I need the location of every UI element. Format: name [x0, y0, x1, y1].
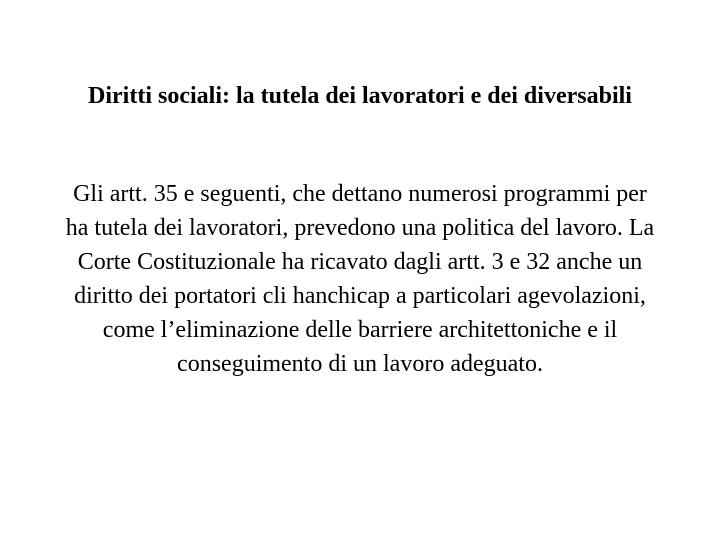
slide-title: Diritti sociali: la tutela dei lavoratori e dei diversabili: [88, 83, 632, 109]
slide-body-text: Gli artt. 35 e seguenti, che dettano numerosi programmi per ha tutela dei lavoratori, prevedono una politica del lavoro. La Corte Costituzionale ha ricavato dagli artt. 3 e 32 anche un diritto dei portatori cli hanchicap a particolari agevolazioni, come l’eliminazione delle barriere architettoniche e il conseguimento di un lavoro adeguato.: [65, 181, 655, 377]
